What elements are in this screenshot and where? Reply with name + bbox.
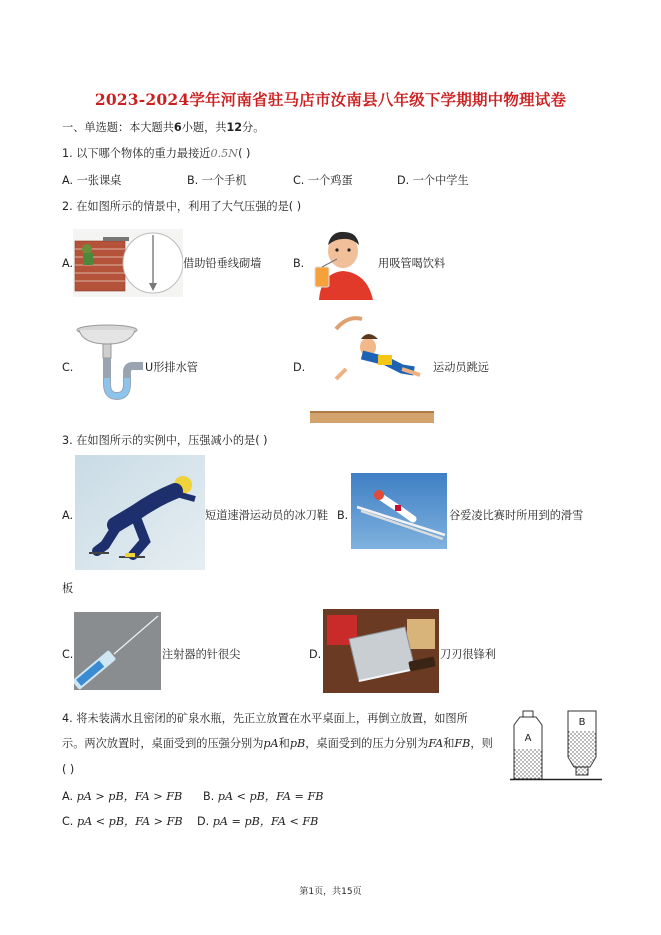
q4-line2-c: ，则	[470, 737, 493, 750]
q3-image-a-speed-skater	[75, 455, 205, 570]
q4-and-2: 和	[443, 737, 455, 750]
q2-option-c-letter: C.	[62, 361, 74, 374]
q1-option-a: A. 一张课桌	[62, 174, 122, 187]
q4-line2-a: 示。两次放置时，桌面受到的压强分别为	[62, 737, 264, 750]
q1-option-d: D. 一个中学生	[397, 174, 469, 187]
q3-option-b-letter: B.	[337, 509, 349, 522]
q4-fa: FA	[428, 737, 444, 750]
q2-option-c-text: U形排水管	[145, 361, 198, 374]
bottle-b-label: B	[578, 717, 586, 728]
bottle-a-label: A	[524, 733, 532, 744]
q4-option-a	[62, 790, 182, 804]
q4-pb: pB	[289, 737, 306, 750]
q1-value: 0.5N	[210, 147, 239, 160]
q3-option-c-text: 注射器的针很尖	[162, 648, 241, 661]
q4-line2-b: ，桌面受到的压力分别为	[305, 737, 429, 750]
q4-option-a-letter: A.	[62, 790, 74, 803]
section-end: 分。	[242, 121, 265, 134]
q4-bottle-figure	[510, 709, 602, 785]
page-footer: 第1页，共15页	[299, 887, 362, 897]
q3-option-a-letter: A.	[62, 509, 74, 522]
section-label: 一、单选题：本大题共	[62, 121, 174, 134]
q2-image-b-boy-straw	[307, 225, 379, 300]
q4-and-1: 和	[278, 737, 290, 750]
question-3-stem: 3. 在如图所示的实例中，压强减小的是( )	[62, 434, 268, 447]
q3-option-a-text: 短道速滑运动员的冰刀鞋	[205, 509, 329, 522]
q4-option-c-text: pA < pB，FA > FB	[76, 815, 183, 828]
q2-option-b-text: 用吸管喝饮料	[378, 257, 446, 270]
q3-option-b-continuation: 板	[62, 582, 74, 595]
q4-paren: ( )	[62, 763, 75, 776]
q3-option-d-text: 刀刃很锋利	[440, 648, 496, 661]
q3-image-c-syringe	[74, 612, 161, 690]
q1-option-c: C. 一个鸡蛋	[293, 174, 353, 187]
q4-pa: pA	[263, 737, 279, 750]
q2-image-a-wall-plumb	[73, 229, 183, 297]
q3-image-b-ski-jumper	[351, 473, 447, 549]
q4-option-d-letter: D.	[197, 815, 210, 828]
q1-stem-text: 1. 以下哪个物体的重力最接近	[62, 147, 211, 160]
question-4-line-2	[62, 737, 493, 751]
q4-option-c	[62, 815, 183, 829]
q1-option-b: B. 一个手机	[187, 174, 247, 187]
q1-paren: ( )	[238, 147, 251, 160]
question-2-stem: 2. 在如图所示的情景中，利用了大气压强的是( )	[62, 200, 302, 213]
page-title: 2023-2024学年河南省驻马店市汝南县八年级下学期期中物理试卷	[94, 90, 567, 109]
q2-image-c-u-drain	[73, 322, 145, 412]
q3-option-b-text: 谷爱凌比赛时所用到的滑雪	[449, 509, 584, 522]
q4-option-b	[203, 790, 323, 804]
q2-option-a-letter: A.	[62, 257, 74, 270]
q4-option-d	[197, 815, 318, 829]
q4-option-b-letter: B.	[203, 790, 215, 803]
section-heading	[62, 121, 264, 135]
question-4-line-1: 4. 将未装满水且密闭的矿泉水瓶，先正立放置在水平桌面上，再倒立放置，如图所	[62, 712, 468, 725]
q3-image-d-cleaver	[323, 609, 439, 693]
section-mid: 小题，共	[181, 121, 227, 134]
section-points: 12	[226, 121, 243, 134]
q2-option-d-text: 运动员跳远	[433, 361, 489, 374]
q2-image-d-long-jump	[306, 309, 434, 427]
q2-option-d-letter: D.	[293, 361, 306, 374]
q4-option-c-letter: C.	[62, 815, 74, 828]
q2-option-a-text: 借助铅垂线砌墙	[183, 257, 262, 270]
q4-option-d-text: pA = pB，FA < FB	[212, 815, 319, 828]
q2-option-b-letter: B.	[293, 257, 305, 270]
q4-option-b-text: pA < pB，FA = FB	[217, 790, 324, 803]
q3-option-d-letter: D.	[309, 648, 322, 661]
q3-option-c-letter: C.	[62, 648, 74, 661]
q4-option-a-text: pA > pB，FA > FB	[76, 790, 183, 803]
q4-fb: FB	[454, 737, 471, 750]
question-1-stem	[62, 147, 250, 161]
section-count: 6	[173, 121, 182, 134]
